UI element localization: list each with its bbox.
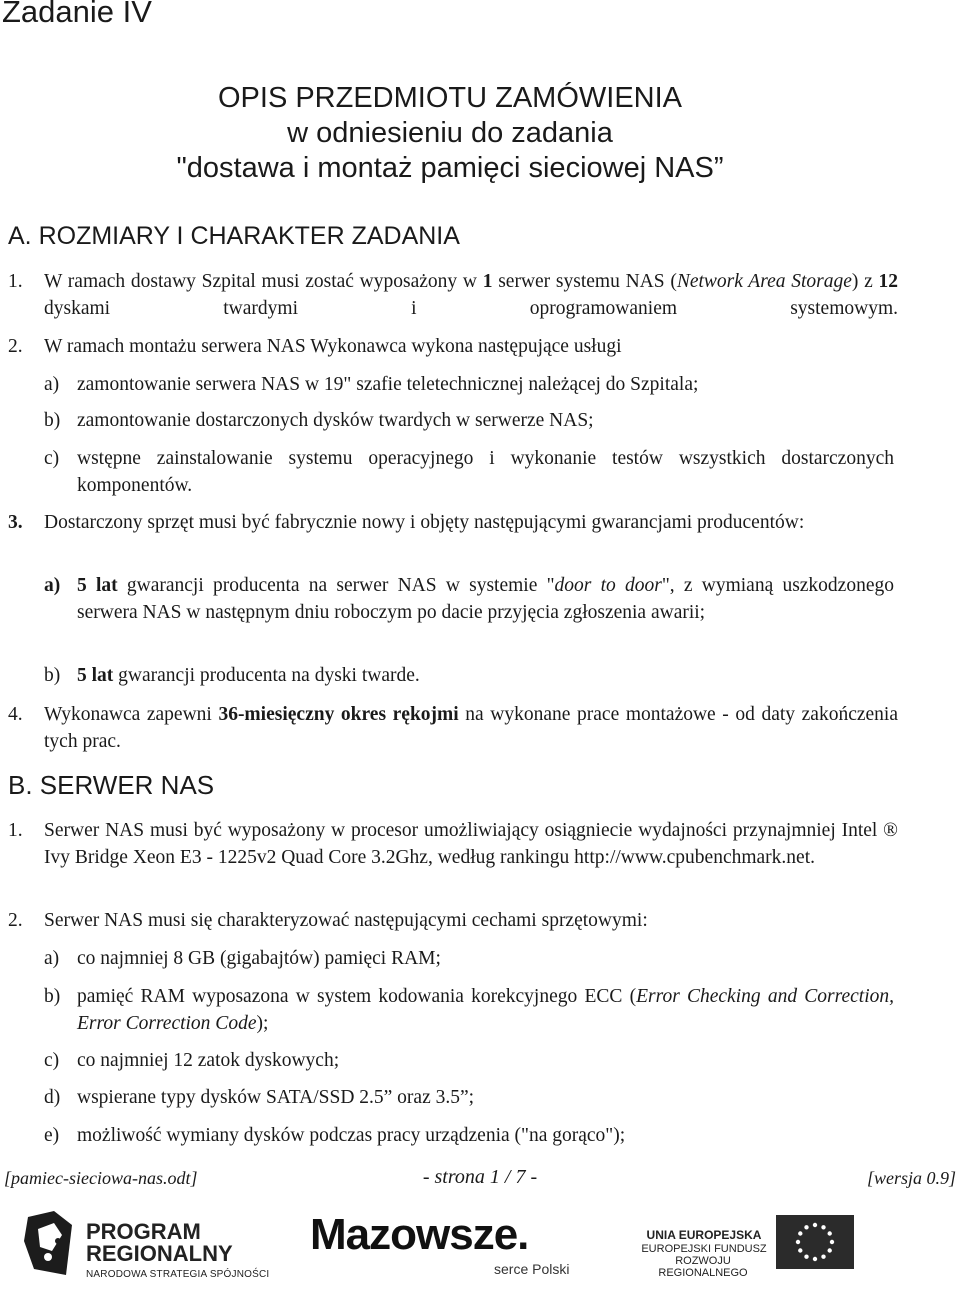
eu-flag-icon — [776, 1215, 854, 1269]
a-item-2-text: W ramach montażu serwera NAS Wykonawca wykona następujące usługi — [44, 336, 622, 357]
list-number: 4. — [8, 704, 23, 725]
eu-star-icon — [796, 1240, 800, 1244]
list-text — [77, 662, 894, 689]
program-regionalny-logo-icon — [24, 1211, 76, 1277]
list-marker: a) — [44, 575, 61, 596]
list-marker: a) — [44, 948, 60, 969]
eu-star-icon — [813, 1257, 817, 1261]
b-item-2-text: Serwer NAS musi się charakteryzować następującymi cechami sprzętowymi: — [44, 910, 648, 931]
text-run: ", z wymianą uszkodzonego serwera NAS w następnym dniu roboczym po dacie przyjęcia zgłoszenia awarii; — [77, 575, 894, 623]
text-run: gwarancji producenta na dyski twarde. — [113, 665, 420, 686]
list-number: 3. — [8, 512, 23, 533]
eu-star-icon — [813, 1223, 817, 1227]
text-run: ); — [256, 1013, 269, 1034]
mazowsze-logo: Mazowsze. — [310, 1210, 529, 1259]
text-run: ) z — [851, 271, 879, 292]
text-run: gwarancji producenta na serwer NAS w systemie " — [117, 575, 555, 596]
list-marker: a) — [44, 374, 60, 395]
title-line-3: "dostawa i montaż pamięci sieciowej NAS” — [176, 152, 724, 184]
eu-line-1: UNIA EUROPEJSKA — [646, 1228, 762, 1242]
list-marker: c) — [44, 448, 60, 469]
list-number: 1. — [8, 820, 23, 841]
program-line-1: PROGRAM — [86, 1219, 201, 1244]
task-label: Zadanie IV — [2, 0, 152, 29]
text-italic: Error Checking and Correction, Error Correction Code — [77, 986, 895, 1034]
text-run: dyskami twardymi i oprogramowaniem systemowym. — [44, 298, 898, 319]
list-number: 2. — [8, 910, 23, 931]
eu-line-2: EUROPEJSKI FUNDUSZ — [641, 1243, 767, 1255]
list-marker: c) — [44, 1050, 60, 1071]
a-item-3-text: Dostarczony sprzęt musi być fabrycznie nowy i objęty następującymi gwarancjami producentów: — [44, 512, 805, 533]
program-line-2: REGIONALNY — [86, 1241, 233, 1266]
section-a-heading: A. ROZMIARY I CHARAKTER ZADANIA — [8, 222, 460, 250]
text-bold: 5 lat — [77, 665, 114, 686]
list-text: zamontowanie dostarczonych dysków twardych w serwerze NAS; — [77, 410, 594, 431]
eu-star-icon — [828, 1248, 832, 1252]
title-line-1: OPIS PRZEDMIOTU ZAMÓWIENIA — [217, 82, 682, 114]
text-bold: 36-miesięczny okres rękojmi — [218, 704, 459, 725]
list-marker: b) — [44, 665, 61, 686]
eu-star-icon — [804, 1255, 808, 1259]
footer-filename: [pamiec-sieciowa-nas.odt] — [4, 1168, 198, 1188]
list-text: co najmniej 12 zatok dyskowych; — [77, 1050, 340, 1071]
text-run: pamięć RAM wyposazona w system kodowania korekcyjnego ECC ( — [77, 986, 637, 1007]
mazowsze-subtitle: serce Polski — [494, 1261, 570, 1277]
a-item-4-text — [44, 701, 898, 755]
eu-star-icon — [798, 1248, 802, 1252]
title-line-2: w odniesieniu do zadania — [287, 117, 613, 149]
text-run: W ramach dostawy Szpital musi zostać wyposażony w — [44, 271, 483, 292]
footer-version: [wersja 0.9] — [866, 1168, 956, 1188]
list-text: wstępne zainstalowanie systemu operacyjnego i wykonanie testów wszystkich dostarczonych komponentów. — [77, 448, 894, 496]
list-text — [77, 983, 894, 1037]
text-bold: 5 lat — [77, 575, 118, 596]
eu-star-icon — [804, 1225, 808, 1229]
text-bold: 1 — [482, 271, 493, 292]
logo-strip — [0, 1203, 960, 1289]
eu-star-icon — [821, 1225, 825, 1229]
eu-star-icon — [821, 1255, 825, 1259]
text-run: na wykonane prace montażowe - od daty zakończenia tych prac. — [44, 704, 898, 752]
text-bold: 12 — [878, 271, 899, 292]
list-marker: d) — [44, 1087, 61, 1108]
eu-star-icon — [830, 1240, 834, 1244]
eu-star-icon — [828, 1231, 832, 1235]
text-run: serwer systemu NAS ( — [492, 271, 677, 292]
list-marker: e) — [44, 1125, 60, 1146]
eu-line-3: ROZWOJU REGIONALNEGO — [658, 1255, 748, 1279]
eu-star-icon — [798, 1231, 802, 1235]
text-run: Wykonawca zapewni — [44, 704, 219, 725]
list-text — [77, 572, 894, 626]
section-b-heading: B. SERWER NAS — [8, 770, 215, 800]
list-marker: b) — [44, 986, 61, 1007]
program-line-3: NARODOWA STRATEGIA SPÓJNOŚCI — [86, 1269, 270, 1280]
list-marker: b) — [44, 410, 61, 431]
text-italic: door to door — [554, 575, 662, 596]
b-item-1-text: Serwer NAS musi być wyposażony w procesor umożliwiający osiągniecie wydajności przynajmniej Intel ® Ivy Bridge Xeon E3 - 1225v2 Quad Core 3.2Ghz, według rankingu http://www.cpubenchmark.net. — [44, 820, 898, 868]
list-number: 2. — [8, 336, 23, 357]
a-item-1-text — [44, 268, 898, 322]
list-text: zamontowanie serwera NAS w 19" szafie teletechnicznej należącej do Szpitala; — [77, 374, 699, 395]
list-text: wspierane typy dysków SATA/SSD 2.5” oraz 3.5”; — [77, 1087, 475, 1108]
list-text: możliwość wymiany dysków podczas pracy urządzenia ("na gorąco"); — [77, 1125, 626, 1146]
footer-page-number: - strona 1 / 7 - — [422, 1166, 538, 1188]
list-text: co najmniej 8 GB (gigabajtów) pamięci RAM; — [77, 948, 441, 969]
list-number: 1. — [8, 271, 23, 292]
text-italic: Network Area Storage — [676, 271, 852, 292]
